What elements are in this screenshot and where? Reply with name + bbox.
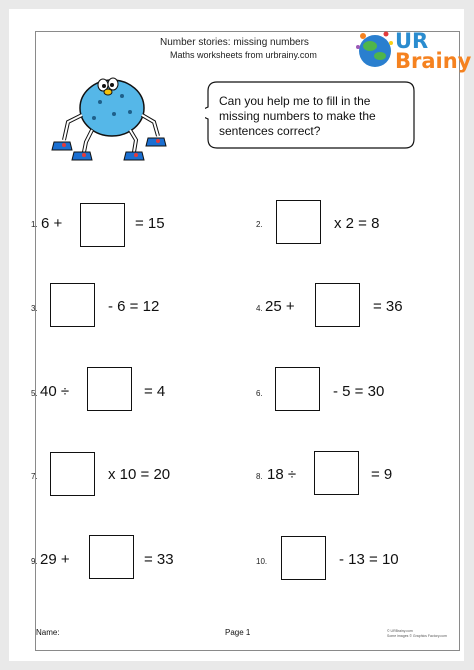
question-text: = 4 (144, 383, 166, 400)
copyright-line: Some images © Graphics Factory.com (387, 633, 447, 638)
worksheet-title: Number stories: missing numbers (160, 37, 309, 48)
name-label: Name: (36, 628, 60, 637)
answer-box[interactable] (89, 535, 134, 579)
question-text: - 5 = 30 (333, 383, 385, 400)
question-text: 29 + (40, 551, 70, 568)
question-number: 7. (31, 472, 38, 481)
question-number: 1. (31, 220, 38, 229)
answer-box[interactable] (314, 451, 359, 495)
speech-bubble-text: Can you help me to fill in the missing numbers to make the sentences correct? (219, 94, 376, 138)
page-number: Page 1 (225, 628, 251, 637)
question-text: 6 + (41, 215, 63, 232)
question-text: = 9 (371, 466, 393, 483)
question-text: = 15 (135, 215, 165, 232)
answer-box[interactable] (281, 536, 326, 580)
copyright-notice (387, 629, 447, 638)
question-text: 40 ÷ (40, 383, 70, 400)
question-text: = 36 (373, 298, 403, 315)
question-number: 4. (256, 304, 263, 313)
worksheet-subtitle: Maths worksheets from urbrainy.com (170, 50, 317, 60)
question-number: 8. (256, 472, 263, 481)
question-text: = 33 (144, 551, 174, 568)
bug-mascot-illustration (50, 70, 180, 170)
question-text: x 10 = 20 (108, 466, 171, 483)
question-number: 3. (31, 304, 38, 313)
question-number: 5. (31, 389, 38, 398)
copyright-line: © URBrainy.com (387, 629, 413, 633)
answer-box[interactable] (80, 203, 125, 247)
logo-text-ur: UR (395, 29, 429, 53)
answer-box[interactable] (50, 452, 95, 496)
question-text: - 13 = 10 (339, 551, 399, 568)
question-text: 25 + (265, 298, 295, 315)
question-number: 2. (256, 220, 263, 229)
question-text: - 6 = 12 (108, 298, 160, 315)
answer-box[interactable] (276, 200, 321, 244)
globe-icon (355, 27, 395, 71)
answer-box[interactable] (87, 367, 132, 411)
question-number: 10. (256, 557, 268, 566)
question-text: x 2 = 8 (334, 215, 380, 232)
logo-text-brainy: Brainy (395, 49, 472, 73)
question-text: 18 ÷ (267, 466, 297, 483)
answer-box[interactable] (275, 367, 320, 411)
question-number: 9. (31, 557, 38, 566)
answer-box[interactable] (315, 283, 360, 327)
answer-box[interactable] (50, 283, 95, 327)
question-number: 6. (256, 389, 263, 398)
urbrainy-logo (355, 27, 472, 79)
